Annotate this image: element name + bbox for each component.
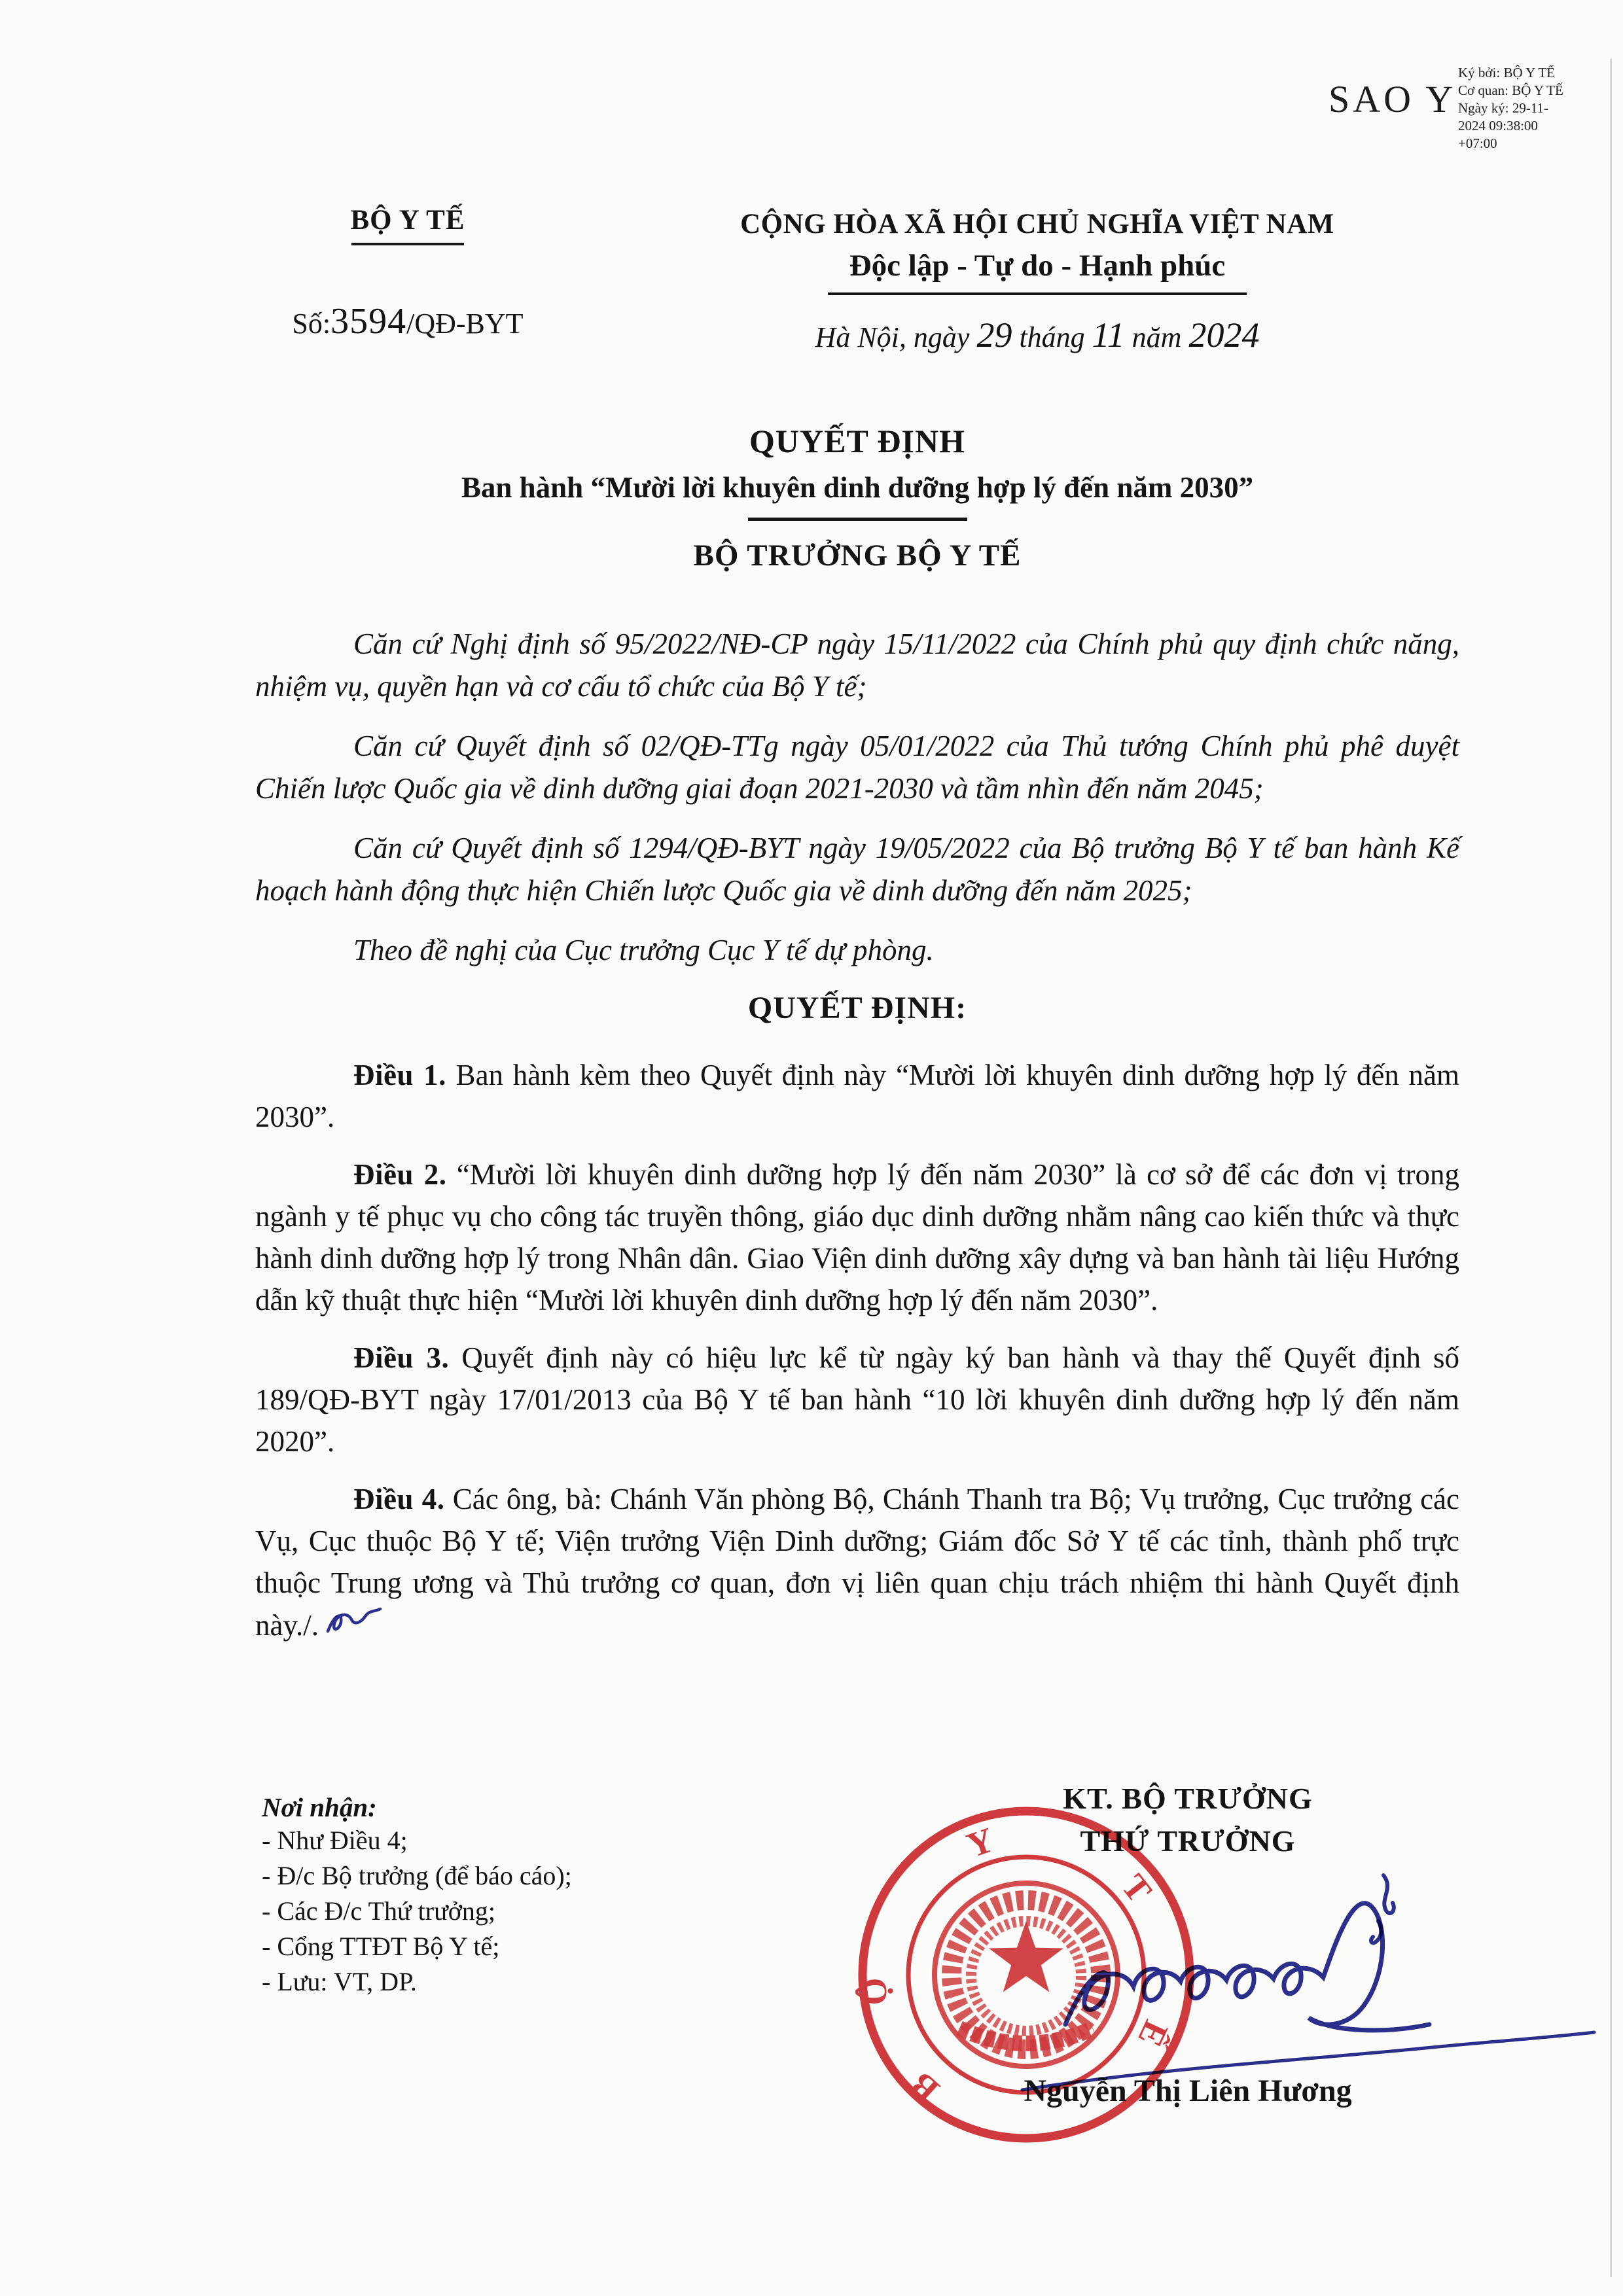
article-text: Các ông, bà: Chánh Văn phòng Bộ, Chánh Thanh tra Bộ; Vụ trưởng, Cục trưởng các Vụ, Cục thuộc Bộ Y tế; Viện trưởng Viện Dinh dưỡng; Giám đốc Sở Y tế các tỉnh, thành phố trực thuộc Trung ương và Thủ trưởng cơ quan, đơn vị liên quan chịu trách nhiệm thi hành Quyết định này./.: [255, 1483, 1460, 1642]
date-text: năm: [1124, 321, 1189, 353]
date-text: tháng: [1012, 321, 1092, 353]
date-month: 11: [1092, 315, 1125, 355]
decision-heading: QUYẾT ĐỊNH:: [747, 991, 967, 1025]
article-text: Ban hành kèm theo Quyết định này “Mười lời khuyên dinh dưỡng hợp lý đến năm 2030”.: [255, 1059, 1460, 1133]
seal-letter: Ộ: [854, 1977, 895, 2006]
seal-letter: T: [1114, 1867, 1160, 1910]
date-day: 29: [976, 315, 1012, 355]
meta-line: Ký bởi: BỘ Y TẾ: [1458, 65, 1555, 80]
doc-no-prefix: Số:: [292, 308, 331, 340]
meta-line: Ngày ký: 29-11-: [1458, 100, 1549, 116]
recipient-item: - Các Đ/c Thứ trưởng;: [262, 1896, 496, 1926]
meta-line: +07:00: [1458, 135, 1497, 151]
article-text: Quyết định này có hiệu lực kể từ ngày ký ban hành và thay thế Quyết định số 189/QĐ-BYT ngày 17/01/2013 của Bộ Y tế ban hành “10 lời khuyên dinh dưỡng hợp lý đến năm 2020”.: [255, 1341, 1459, 1458]
issuing-authority-title: BỘ TRƯỞNG BỘ Y TẾ: [693, 539, 1022, 573]
agency-name: BỘ Y TẾ: [350, 205, 465, 236]
recipient-item: - Đ/c Bộ trưởng (để báo cáo);: [262, 1861, 572, 1890]
meta-line: 2024 09:38:00: [1458, 118, 1538, 133]
preamble-paragraph: Căn cứ Nghị định số 95/2022/NĐ-CP ngày 15/11/2022 của Chính phủ quy định chức năng, nhiệm vụ, quyền hạn và cơ cấu tổ chức của Bộ Y tế;: [255, 627, 1459, 703]
digital-signature-meta: [1458, 64, 1622, 152]
doc-type-title: QUYẾT ĐỊNH: [749, 423, 965, 459]
header-issuing-agency: [267, 204, 548, 342]
doc-subject-title: Ban hành “Mười lời khuyên dinh dưỡng hợp lý đến năm 2030”: [461, 471, 1254, 504]
seal-letter: Y: [961, 1820, 999, 1865]
national-title: CỘNG HÒA XÃ HỘI CHỦ NGHĨA VIỆT NAM: [740, 209, 1334, 239]
article-4: [255, 1478, 1459, 1646]
document-title-block: [255, 422, 1459, 573]
article-label: Điều 2.: [353, 1158, 447, 1191]
date-year: 2024: [1188, 315, 1260, 355]
seal-letter: Ế: [1130, 2014, 1176, 2053]
article-1: [255, 1054, 1459, 1138]
article-text: “Mười lời khuyên dinh dưỡng hợp lý đến năm 2030” là cơ sở để các đơn vị trong ngành y tế phục vụ cho công tác truyền thông, giáo dục dinh dưỡng nhằm nâng cao kiến thức và thực hành dinh dưỡng hợp lý trong Nhân dân. Giao Viện dinh dưỡng xây dựng và ban hành tài liệu Hướng dẫn kỹ thuật thực hiện “Mười lời khuyên dinh dưỡng hợp lý đến năm 2030”.: [255, 1158, 1460, 1316]
preamble-paragraph: Theo đề nghị của Cục trưởng Cục Y tế dự phòng.: [353, 934, 934, 966]
doc-no-suffix: /QĐ-BYT: [406, 308, 524, 340]
recipients-heading: Nơi nhận:: [262, 1792, 377, 1822]
document-body: [255, 623, 1459, 1662]
national-motto: Độc lập - Tự do - Hạnh phúc: [849, 249, 1226, 283]
recipient-item: - Lưu: VT, DP.: [262, 1967, 417, 1996]
meta-line: Cơ quan: BỘ Y TẾ: [1458, 82, 1563, 98]
signer-kt-line: KT. BỘ TRƯỞNG: [1063, 1782, 1313, 1815]
signer-role: THỨ TRƯỞNG: [1080, 1824, 1296, 1858]
recipients-block: [262, 1792, 759, 2000]
date-text: Hà Nội, ngày: [815, 321, 977, 353]
preamble-paragraph: Căn cứ Quyết định số 1294/QĐ-BYT ngày 19/05/2022 của Bộ trưởng Bộ Y tế ban hành Kế hoạch hành động thực hiện Chiến lược Quốc gia về dinh dưỡng đến năm 2025;: [255, 832, 1459, 907]
place-date-line: [661, 315, 1414, 355]
article-2: [255, 1154, 1459, 1321]
article-label: Điều 3.: [353, 1341, 450, 1374]
header-national: [661, 208, 1414, 355]
preamble-paragraph: Căn cứ Quyết định số 02/QĐ-TTg ngày 05/01/2022 của Thủ tướng Chính phủ phê duyệt Chiến lược Quốc gia về dinh dưỡng giai đoạn 2021-2030 và tầm nhìn đến năm 2045;: [255, 730, 1459, 805]
article-label: Điều 1.: [353, 1059, 446, 1091]
pen-initial-icon: [323, 1604, 385, 1640]
agency-underline: [351, 243, 464, 245]
signer-name: Nguyễn Thị Liên Hương: [1024, 2074, 1352, 2108]
title-underline: [748, 518, 967, 521]
handwritten-signature: [967, 1869, 1609, 2130]
sao-y-stamp: SAO Y: [1329, 78, 1457, 120]
doc-no-number: 3594: [330, 301, 407, 342]
article-3: [255, 1337, 1459, 1462]
motto-underline: [828, 292, 1247, 295]
seal-letter: B: [902, 2065, 947, 2110]
document-number: [267, 300, 548, 342]
article-label: Điều 4.: [353, 1483, 445, 1515]
recipient-item: - Cổng TTĐT Bộ Y tế;: [262, 1932, 500, 1961]
recipient-item: - Như Điều 4;: [262, 1826, 408, 1855]
scan-edge-artifact: [1610, 59, 1612, 2277]
